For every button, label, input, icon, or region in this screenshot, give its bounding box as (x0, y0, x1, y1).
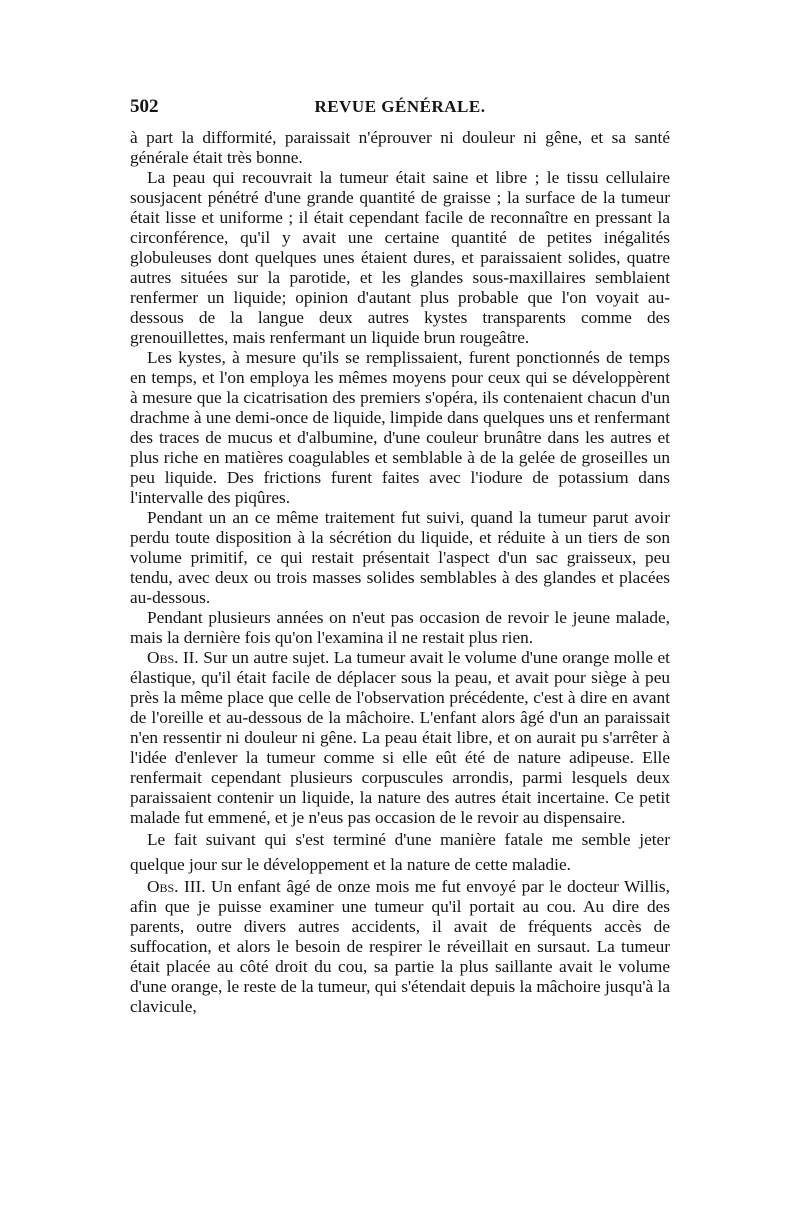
paragraph: Pendant un an ce même traitement fut suivi, quand la tumeur parut avoir perdu toute disposition à la sécrétion du liquide, et réduite à un tiers de son volume primitif, ce qui restait présentait l'aspect d'un sac graisseux, peu tendu, avec deux ou trois masses solides semblables à des glandes et placées au-dessous. (130, 508, 670, 607)
paragraph: Les kystes, à mesure qu'ils se remplissaient, furent ponctionnés de temps en temps, et l'on employa les mêmes moyens pour ceux qui se développèrent à mesure que la cicatrisation des premiers s'opéra, ils contenaient chacun d'un drachme à une demi-once de liquide, limpide dans quelques uns et renfermant des traces de mucus et d'albumine, d'une couleur brunâtre dans les autres et plus riche en matières coagulables et semblable à de la gelée de groseilles un peu liquide. Des frictions furent faites avec l'iodure de potassium dans l'intervalle des piqûres. (130, 348, 670, 507)
paragraph: à part la difformité, paraissait n'éprouver ni douleur ni gêne, et sa santé générale était très bonne. (130, 128, 670, 167)
observation-label: Obs. II. (147, 648, 199, 667)
observation-text: Sur un autre sujet. La tumeur avait le volume d'une orange molle et élastique, qu'il était facile de déplacer sous la peau, et avait pour siège à peu près la même place que celle de l'observation précédente, c'est à dire en avant de l'oreille et au-dessous de la mâchoire. L'enfant alors âgé d'un an paraissait n'en ressentir ni douleur ni gêne. La peau était libre, et on aurait pu s'arrêter à l'idée d'enlever la tumeur comme si elle eût été de nature adipeuse. Elle renfermait cependant plusieurs corpuscules arrondis, parmi lesquels deux paraissaient contenir un liquide, la nature des autres était incertaine. Ce petit malade fut emmené, et je n'eus pas occasion de le revoir au dispensaire. (130, 648, 670, 827)
paragraph: Pendant plusieurs années on n'eut pas occasion de revoir le jeune malade, mais la dernière fois qu'on l'examina il ne restait plus rien. (130, 608, 670, 647)
document-page (130, 96, 670, 1156)
body-text (130, 128, 670, 1017)
observation-3 (130, 877, 670, 1017)
observation-text: Un enfant âgé de onze mois me fut envoyé par le docteur Willis, afin que je puisse examiner une tumeur qu'il portait au cou. Au dire des parents, outre divers autres accidents, il avait de fréquents accès de suffocation, et alors le besoin de respirer le réveillait en sursaut. La tumeur était placée au côté droit du cou, sa partie la plus saillante avait le volume d'une orange, le reste de la tumeur, qui s'étendait depuis la mâchoire jusqu'à la clavicule, (130, 877, 670, 1016)
paragraph: La peau qui recouvrait la tumeur était saine et libre ; le tissu cellulaire sousjacent pénétré d'une grande quantité de graisse ; la surface de la tumeur était lisse et uniforme ; il était cependant facile de reconnaître en pressant la circonférence, qu'il y avait une certaine quantité de petites inégalités globuleuses dont quelques unes étaient dures, et paraissaient solides, quatre autres situées sur la parotide, et les glandes sous-maxillaires semblaient renfermer un liquide; opinion d'autant plus probable que l'on voyait au-dessous de la langue deux autres kystes transparents comme des grenouillettes, mais renfermant un liquide brun rougeâtre. (130, 168, 670, 347)
running-title: REVUE GÉNÉRALE. (314, 97, 486, 116)
page-number: 502 (130, 96, 159, 117)
observation-label: Obs. III. (147, 877, 206, 896)
observation-2 (130, 648, 670, 828)
transition-paragraph: Le fait suivant qui s'est terminé d'une manière fatale me semble jeter quelque jour sur le développement et la nature de cette maladie. (130, 830, 670, 874)
running-head (130, 96, 670, 122)
